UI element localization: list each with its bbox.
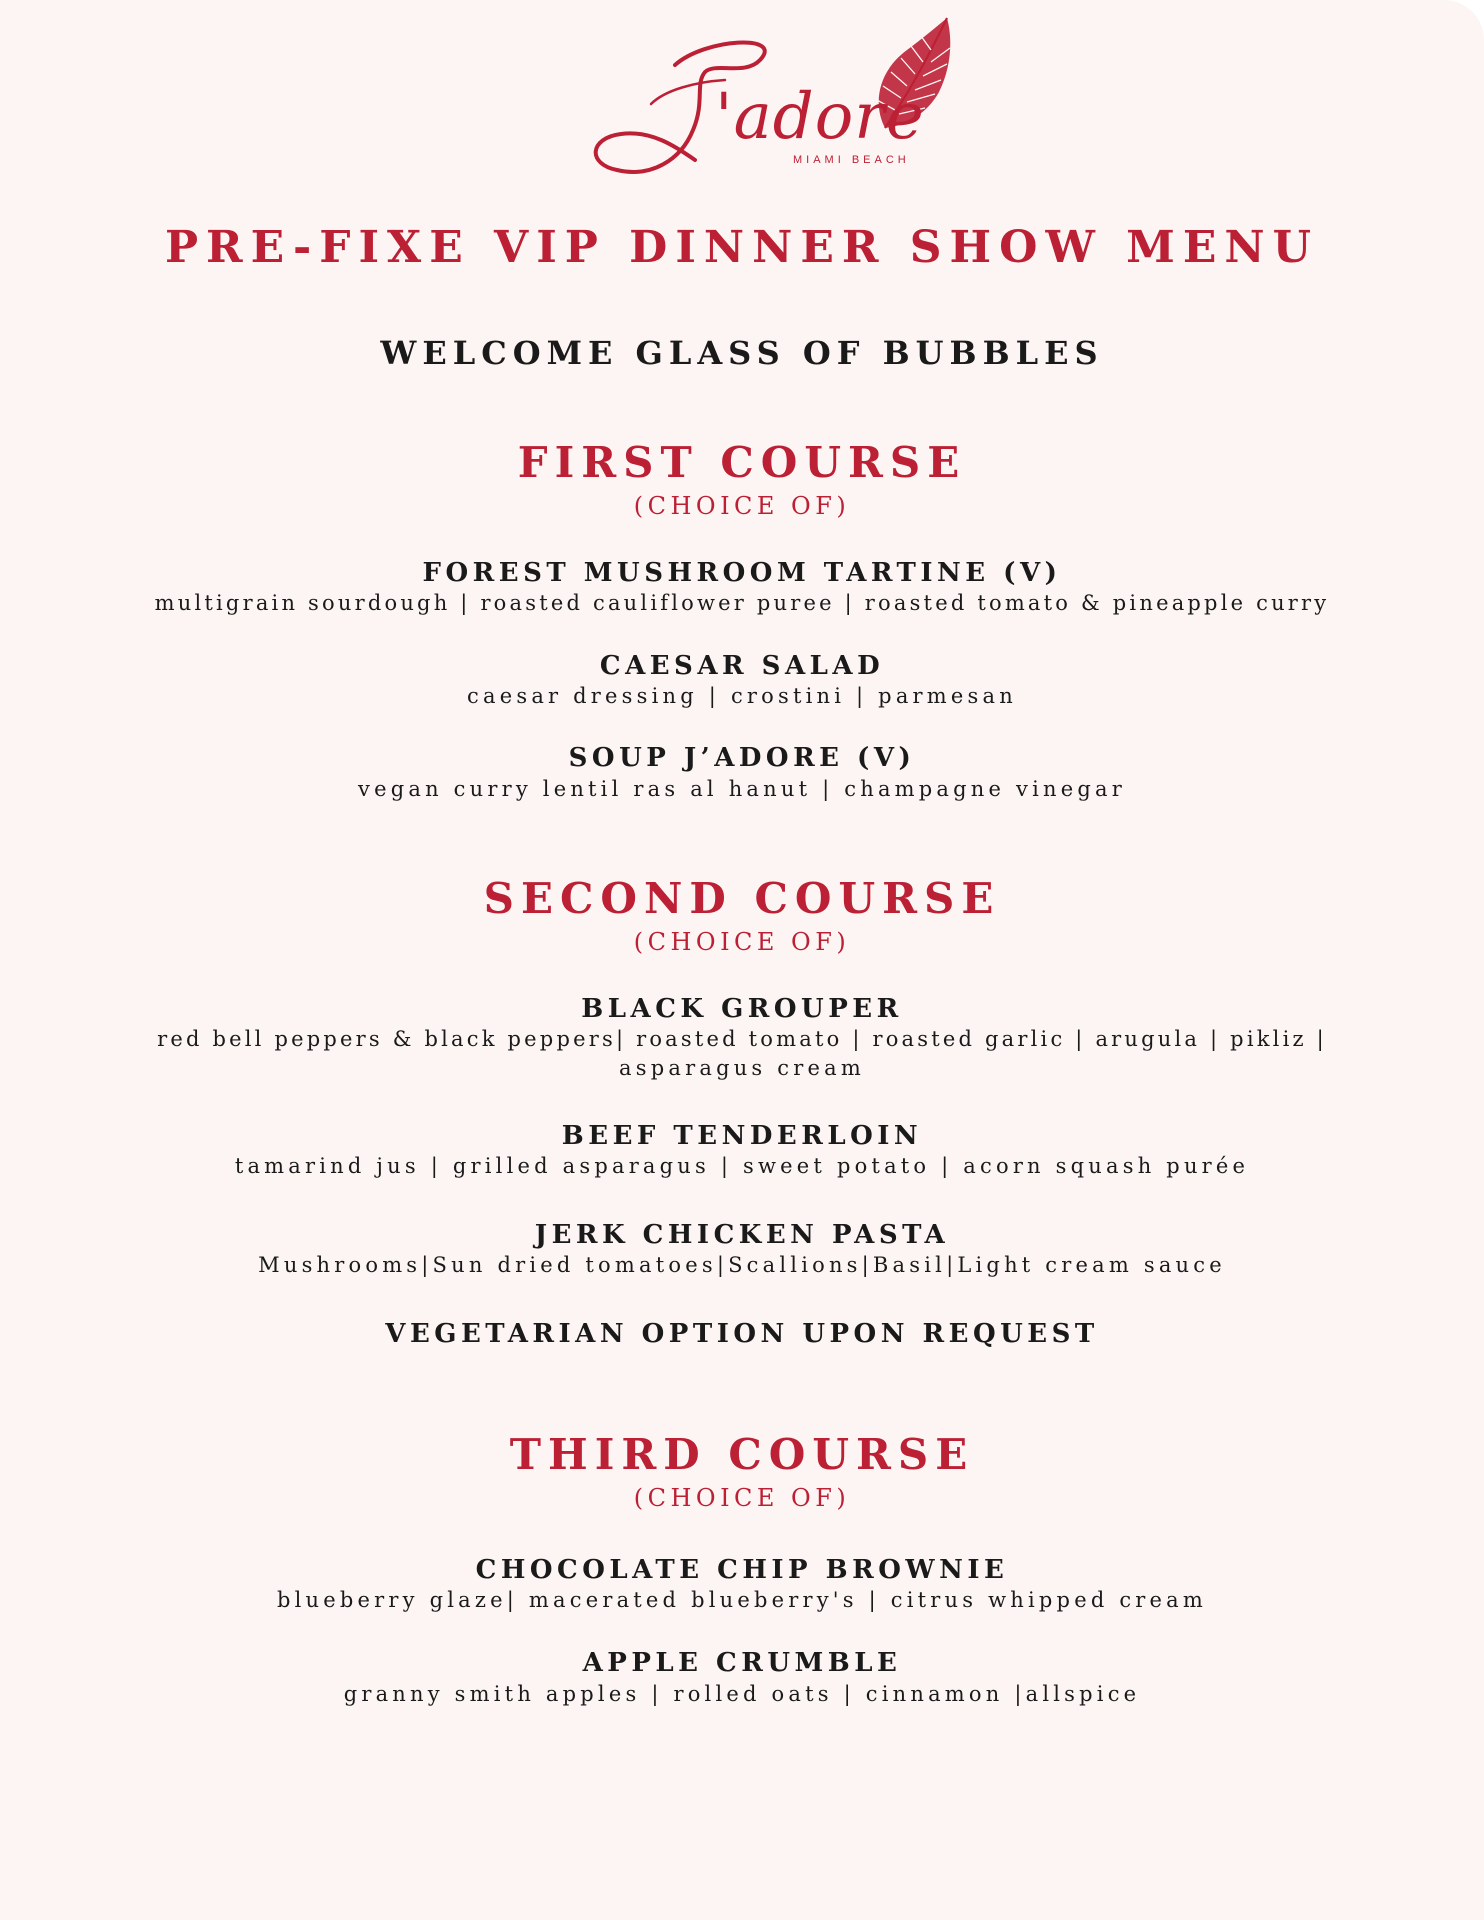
welcome-glass-line: WELCOME GLASS OF BUBBLES xyxy=(380,334,1104,372)
dish-description: vegan curry lentil ras al hanut | champagne vinegar xyxy=(358,777,1126,801)
third-course-choice: (CHOICE OF) xyxy=(633,1484,851,1512)
dish-caesar-salad: CAESAR SALAD xyxy=(599,651,885,681)
first-course-choice: (CHOICE OF) xyxy=(633,492,851,520)
dish-soup-jadore: SOUP J’ADORE (V) xyxy=(568,743,916,773)
dish-description: caesar dressing | crostini | parmesan xyxy=(467,684,1017,708)
dish-description-continued: asparagus cream xyxy=(619,1056,865,1080)
second-course-choice: (CHOICE OF) xyxy=(633,928,851,956)
dish-beef-tenderloin: BEEF TENDERLOIN xyxy=(561,1121,923,1151)
second-course-heading: SECOND COURSE xyxy=(483,874,1001,923)
vegetarian-option-note: VEGETARIAN OPTION UPON REQUEST xyxy=(385,1319,1099,1349)
dish-description: multigrain sourdough | roasted cauliflower puree | roasted tomato & pineapple curry xyxy=(154,591,1330,615)
jadore-logo xyxy=(555,10,965,185)
dish-description: Mushrooms|Sun dried tomatoes|Scallions|Basil|Light cream sauce xyxy=(258,1253,1226,1277)
third-course-heading: THIRD COURSE xyxy=(509,1430,975,1479)
dish-description: red bell peppers & black peppers| roasted tomato | roasted garlic | arugula | pikliz | xyxy=(157,1027,1327,1051)
dish-description: blueberry glaze| macerated blueberry's | citrus whipped cream xyxy=(276,1588,1208,1612)
dish-forest-mushroom-tartine: FOREST MUSHROOM TARTINE (V) xyxy=(422,558,1062,588)
logo-wordmark: 'adore xyxy=(715,80,925,154)
dish-description: granny smith apples | rolled oats | cinnamon |allspice xyxy=(343,1682,1141,1706)
dish-chocolate-chip-brownie: CHOCOLATE CHIP BROWNIE xyxy=(475,1555,1009,1585)
first-course-heading: FIRST COURSE xyxy=(517,438,967,487)
dish-description: tamarind jus | grilled asparagus | sweet potato | acorn squash purée xyxy=(234,1154,1250,1178)
dish-jerk-chicken-pasta: JERK CHICKEN PASTA xyxy=(534,1220,950,1250)
logo-subtitle: MIAMI BEACH xyxy=(793,154,910,166)
menu-title: PRE-FIXE VIP DINNER SHOW MENU xyxy=(164,222,1320,273)
dish-black-grouper: BLACK GROUPER xyxy=(581,994,903,1024)
dish-apple-crumble: APPLE CRUMBLE xyxy=(582,1648,902,1678)
